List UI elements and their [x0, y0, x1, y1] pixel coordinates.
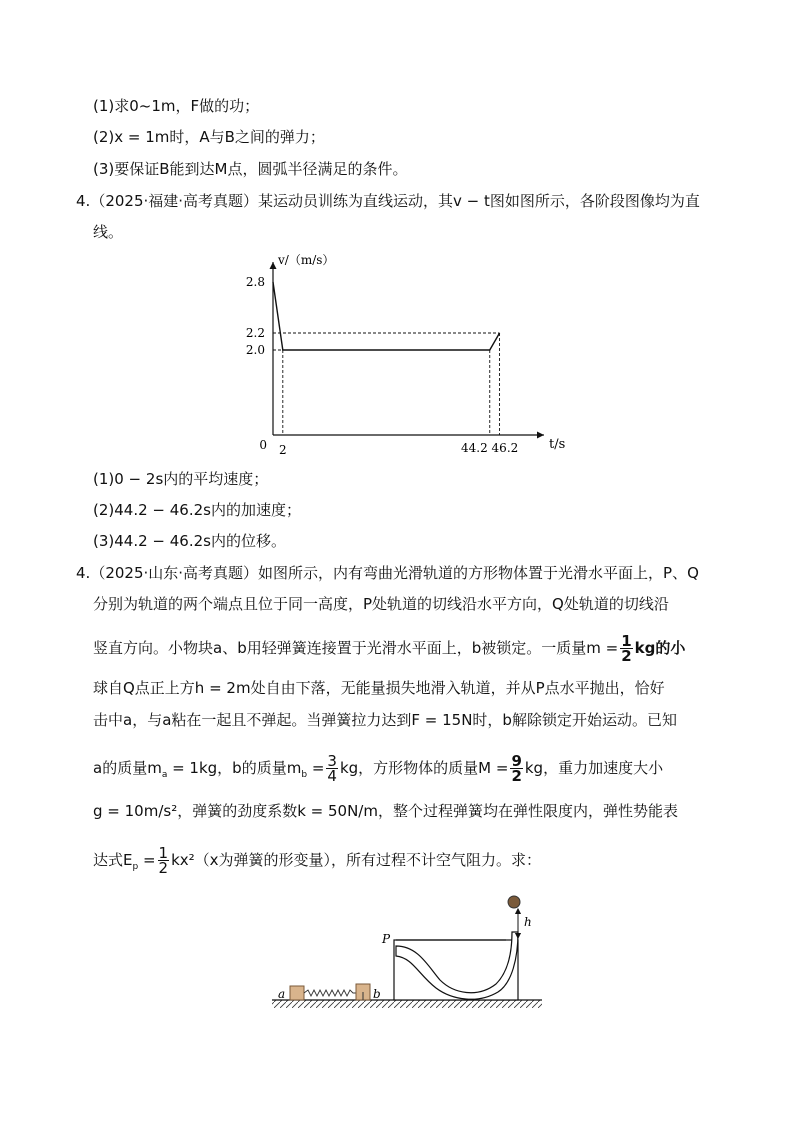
y-tick-2.8: 2.8 [245, 275, 265, 289]
q4b-line-4: 球自Q点正上方h = 2m处自由下落，无能量损失地滑入轨道，并从P点水平抛出，恰好 [93, 679, 665, 697]
q4b-heading [76, 563, 699, 583]
ground [272, 1000, 542, 1008]
q4a-part-1: (1)0 − 2s内的平均速度； [93, 470, 269, 488]
fraction-M: $\frac{9}{2}$ [511, 752, 522, 785]
x-tick-0: 0 [259, 438, 267, 452]
q4a-number: 4. [76, 192, 91, 210]
q4b-line-5: 击中a，与a粘在一起且不弹起。当弹簧拉力达到F = 15N时，b解除锁定开始运动。已知 [93, 711, 677, 729]
q3-part-1: (1)求0~1m，F做的功； [93, 97, 260, 115]
y-tick-2.0: 2.0 [245, 343, 265, 357]
track-figure [268, 888, 548, 1013]
q4a-stem-1: 某运动员训练为直线运动，其v − t图如图所示，各阶段图像均为直 [258, 192, 700, 210]
q4b-line-6e: kg，重力加速度大小 [524, 759, 664, 777]
x-tick-2: 2 [278, 443, 287, 457]
q4a-heading [76, 191, 700, 211]
q4a-stem-2: 线。 [93, 223, 124, 241]
y-axis-label: v/（m/s） [278, 253, 335, 267]
sub-p: p [132, 862, 139, 872]
label-P: P [382, 932, 391, 946]
sub-b: b [301, 770, 308, 780]
q4a-part-2: (2)44.2 − 46.2s内的加速度； [93, 501, 301, 519]
q4b-line-3a: 竖直方向。小物块a、b用轻弹簧连接置于光滑水平面上，b被锁定。一质量m = [93, 639, 619, 657]
q4b-line-3b: kg的小 [634, 639, 686, 657]
label-a: a [278, 987, 286, 1001]
q4b-line-3 [93, 634, 685, 663]
fraction-E: $\frac{1}{2}$ [158, 844, 169, 877]
q4b-line-6c: = [307, 759, 325, 777]
q3-part-3: (3)要保证B能到达M点，圆弧半径满足的条件。 [93, 160, 408, 178]
label-b: b [373, 987, 381, 1001]
q4b-line-8c: kx²（x为弹簧的形变量），所有过程不计空气阻力。求： [171, 851, 542, 869]
vt-chart [232, 248, 582, 460]
q4b-line-8b: = [138, 851, 156, 869]
ball [508, 896, 520, 908]
spring [304, 990, 356, 996]
vt-line [273, 282, 500, 350]
q4b-line-6b: = 1kg，b的质量m [167, 759, 302, 777]
fraction-mb: $\frac{3}{4}$ [327, 752, 337, 785]
q4b-line-7: g = 10m/s²，弹簧的劲度系数k = 50N/m，整个过程弹簧均在弹性限度内，弹性势能表 [93, 802, 678, 820]
q4b-line-6d: kg，方形物体的质量M = [339, 759, 509, 777]
q4b-line-2: 分别为轨道的两个端点且位于同一高度，P处轨道的切线沿水平方向，Q处轨道的切线沿 [93, 595, 669, 613]
q4b-line-6a: a的质量m [93, 759, 162, 777]
block-a [290, 986, 304, 1000]
fraction-m: $\frac{1}{2}$ [621, 632, 632, 665]
q4a-source: （2025·福建·高考真题） [90, 192, 259, 210]
q4b-number: 4. [76, 564, 91, 582]
x-tick-46.2: 46.2 [491, 441, 519, 455]
y-tick-2.2: 2.2 [245, 326, 265, 340]
label-h: h [524, 915, 532, 929]
sub-a: a [161, 770, 168, 780]
q4b-line-8 [93, 846, 541, 877]
q4b-source: （2025·山东·高考真题） [90, 564, 259, 582]
q3-part-2: (2)x = 1m时，A与B之间的弹力； [93, 128, 325, 146]
q4a-part-3: (3)44.2 − 46.2s内的位移。 [93, 532, 286, 550]
q4b-line-8a: 达式E [93, 851, 133, 869]
x-tick-44.2: 44.2 [461, 441, 488, 455]
q4b-line-1: 如图所示，内有弯曲光滑轨道的方形物体置于光滑水平面上，P、Q [258, 564, 699, 582]
q4b-line-6 [93, 754, 663, 785]
x-axis-label: t/s [549, 437, 566, 452]
